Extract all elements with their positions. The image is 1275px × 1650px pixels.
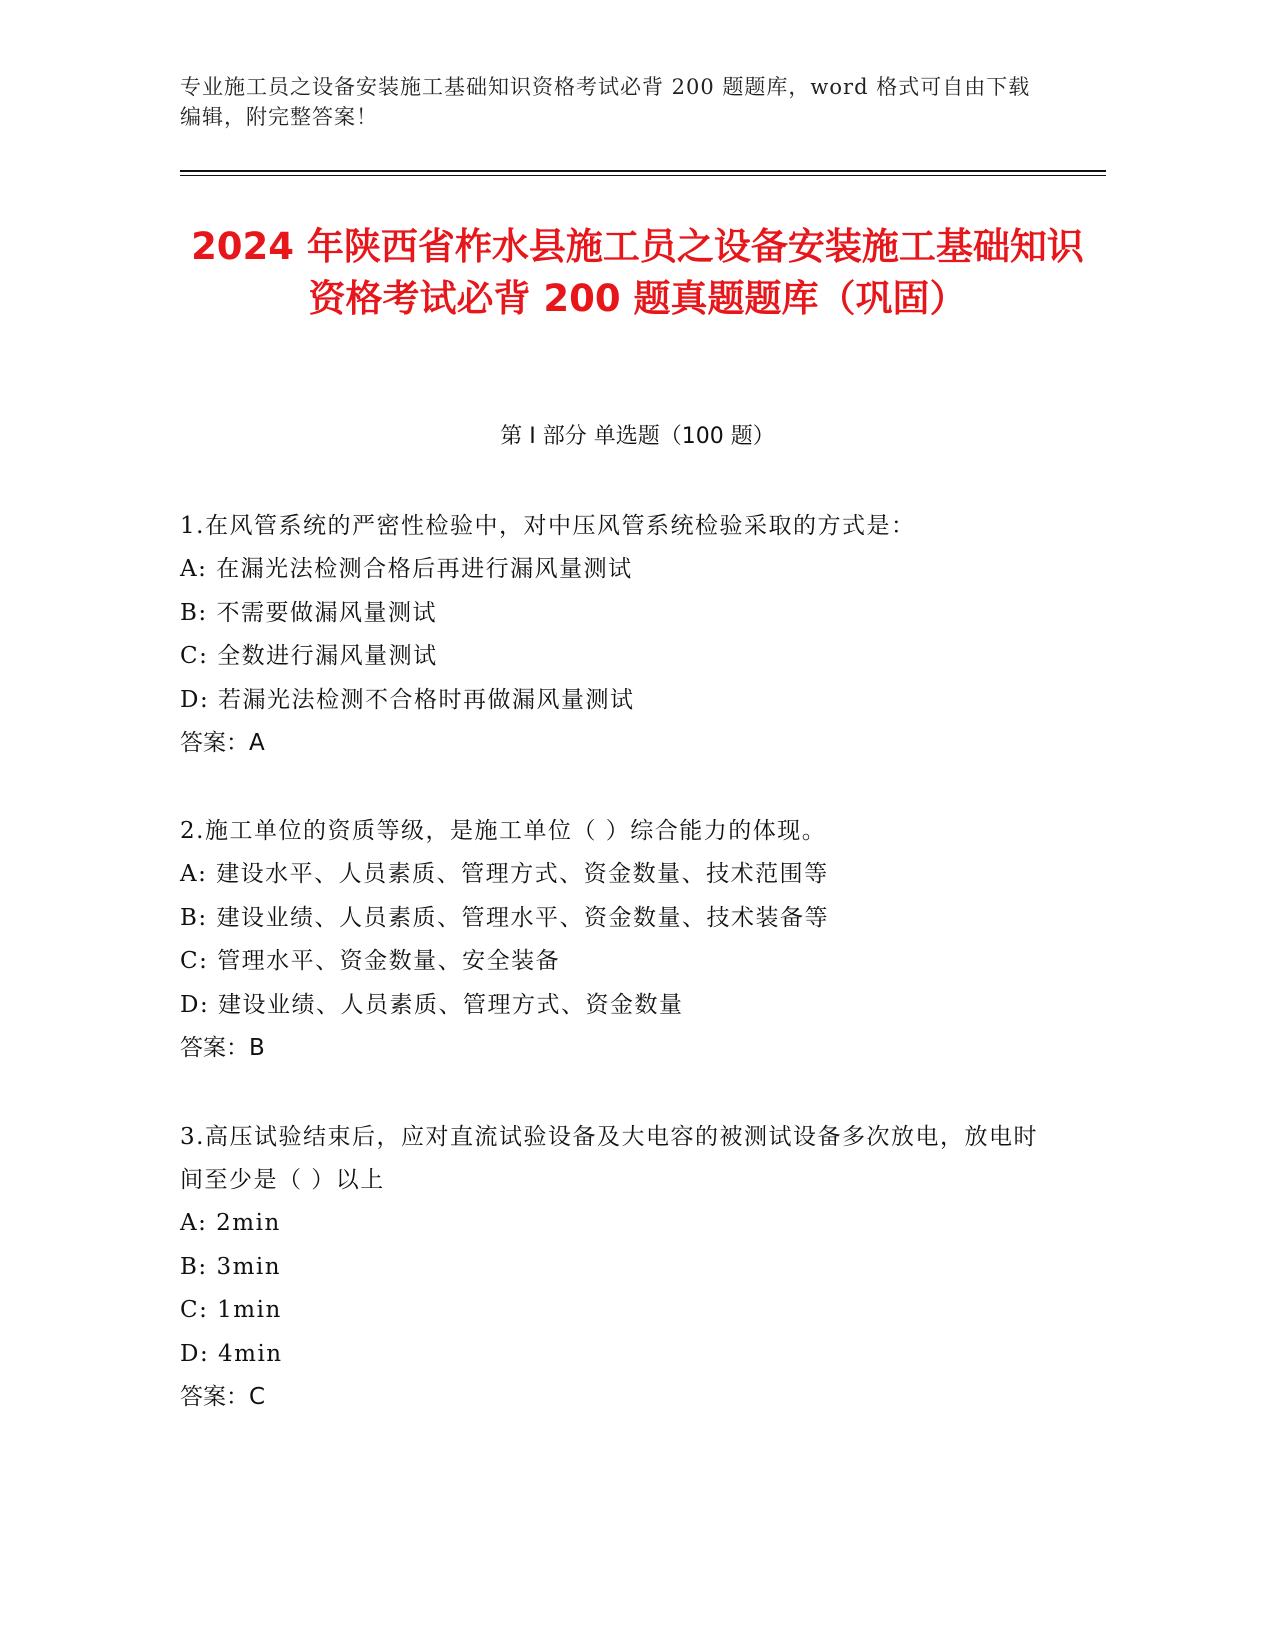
header-divider-thick — [180, 170, 1106, 172]
question-3 — [180, 1116, 1060, 1420]
document-title: 2024 年陕西省柞水县施工员之设备安装施工基础知识资格考试必背 200 题真题题库（巩固） — [191, 225, 1084, 320]
option-c: C: 管理水平、资金数量、安全装备 — [180, 948, 561, 974]
header-note: 专业施工员之设备安装施工基础知识资格考试必背 200 题题库，word 格式可自由下载编辑，附完整答案！ — [180, 75, 1031, 129]
question-1 — [180, 505, 1060, 766]
question-stem: 1.在风管系统的严密性检验中，对中压风管系统检验采取的方式是： — [180, 513, 916, 539]
option-d: D: 4min — [180, 1340, 283, 1367]
option-a: A: 在漏光法检测合格后再进行漏风量测试 — [180, 556, 633, 582]
question-2 — [180, 810, 1060, 1071]
option-b: B: 建设业绩、人员素质、管理水平、资金数量、技术装备等 — [180, 904, 829, 931]
header-divider-thin — [180, 175, 1106, 176]
answer: 答案：B — [180, 1035, 265, 1061]
answer: 答案：C — [180, 1384, 266, 1410]
option-c: C: 1min — [180, 1297, 282, 1323]
question-stem: 3.高压试验结束后，应对直流试验设备及大电容的被测试设备多次放电，放电时间至少是（ ）以上 — [180, 1124, 1038, 1193]
option-d: D: 建设业绩、人员素质、管理方式、资金数量 — [180, 991, 684, 1018]
answer: 答案：A — [180, 730, 265, 756]
option-b: B: 不需要做漏风量测试 — [180, 599, 437, 626]
option-c: C: 全数进行漏风量测试 — [180, 643, 438, 669]
section-title: 第 I 部分 单选题（100 题） — [500, 424, 775, 449]
option-a: A: 建设水平、人员素质、管理方式、资金数量、技术范围等 — [180, 861, 829, 887]
option-b: B: 3min — [180, 1253, 282, 1280]
option-a: A: 2min — [180, 1210, 281, 1236]
option-d: D: 若漏光法检测不合格时再做漏风量测试 — [180, 686, 635, 713]
question-stem: 2.施工单位的资质等级，是施工单位（ ）综合能力的体现。 — [180, 818, 827, 844]
